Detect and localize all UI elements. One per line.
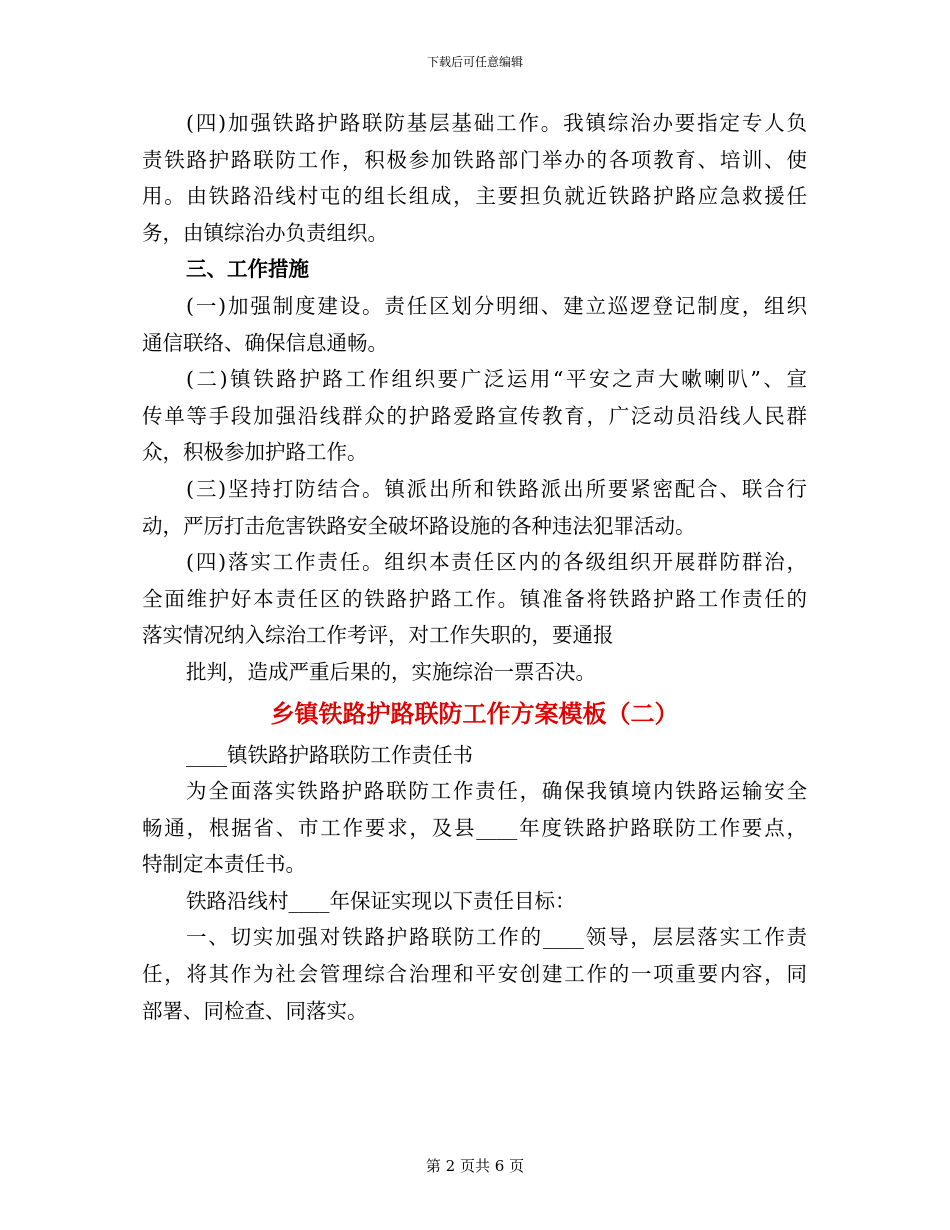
paragraph-line: 落实情况纳入综治工作考评，对工作失职的，要通报 [142, 623, 614, 648]
document-subtitle: ____镇铁路护路联防工作责任书 [186, 742, 473, 767]
paragraph-line: (四)落实工作责任。组织本责任区内的各级组织开展群防群治， [186, 550, 807, 575]
paragraph-line: (二)镇铁路护路工作组织要广泛运用“平安之声大嗽喇叭”、宣 [186, 367, 807, 392]
section-title: 乡镇铁路护路联防工作方案模板（二） [270, 699, 679, 728]
section-heading: 三、工作措施 [186, 257, 309, 282]
paragraph-line: 批判，造成严重后果的，实施综治一票否决。 [186, 659, 596, 684]
paragraph-line: 部署、同检查、同落实。 [142, 998, 368, 1023]
paragraph-line: (三)坚持打防结合。镇派出所和铁路派出所要紧密配合、联合行 [186, 476, 807, 501]
paragraph-line: 传单等手段加强沿线群众的护路爱路宣传教育，广泛动员沿线人民群 [142, 403, 807, 428]
paragraph-line: 为全面落实铁路护路联防工作责任，确保我镇境内铁路运输安全 [186, 779, 807, 804]
paragraph-line: 全面维护好本责任区的铁路护路工作。镇准备将铁路护路工作责任的 [142, 586, 807, 611]
paragraph-line: 特制定本责任书。 [142, 852, 306, 877]
paragraph-line: 一、切实加强对铁路护路联防工作的____领导，层层落实工作责 [186, 925, 807, 950]
paragraph-line: 任，将其作为社会管理综合治理和平安创建工作的一项重要内容，同 [142, 962, 807, 987]
paragraph-line: 畅通，根据省、市工作要求，及县____年度铁路护路联防工作要点， [142, 815, 807, 840]
document-body [142, 105, 807, 1029]
paragraph-line: 务，由镇综治办负责组织。 [142, 220, 388, 245]
paragraph-line: 众，积极参加护路工作。 [142, 440, 368, 465]
paragraph-line: (四)加强铁路护路联防基层基础工作。我镇综治办要指定专人负 [186, 111, 807, 135]
paragraph-line: 动，严厉打击危害铁路安全破坏路设施的各种违法犯罪活动。 [142, 513, 696, 538]
paragraph-line: 用。由铁路沿线村屯的组长组成，主要担负就近铁路护路应急救援任 [142, 184, 807, 209]
page-number: 第 2 页共 6 页 [425, 1157, 525, 1175]
paragraph-line: 铁路沿线村____年保证实现以下责任目标： [186, 888, 576, 913]
header-note: 下载后可任意编辑 [426, 55, 523, 69]
paragraph-line: 通信联络、确保信息通畅。 [142, 330, 388, 355]
paragraph-line: (一)加强制度建设。责任区划分明细、建立巡逻登记制度，组织 [186, 293, 807, 318]
paragraph-line: 责铁路护路联防工作，积极参加铁路部门举办的各项教育、培训、使 [142, 147, 807, 172]
